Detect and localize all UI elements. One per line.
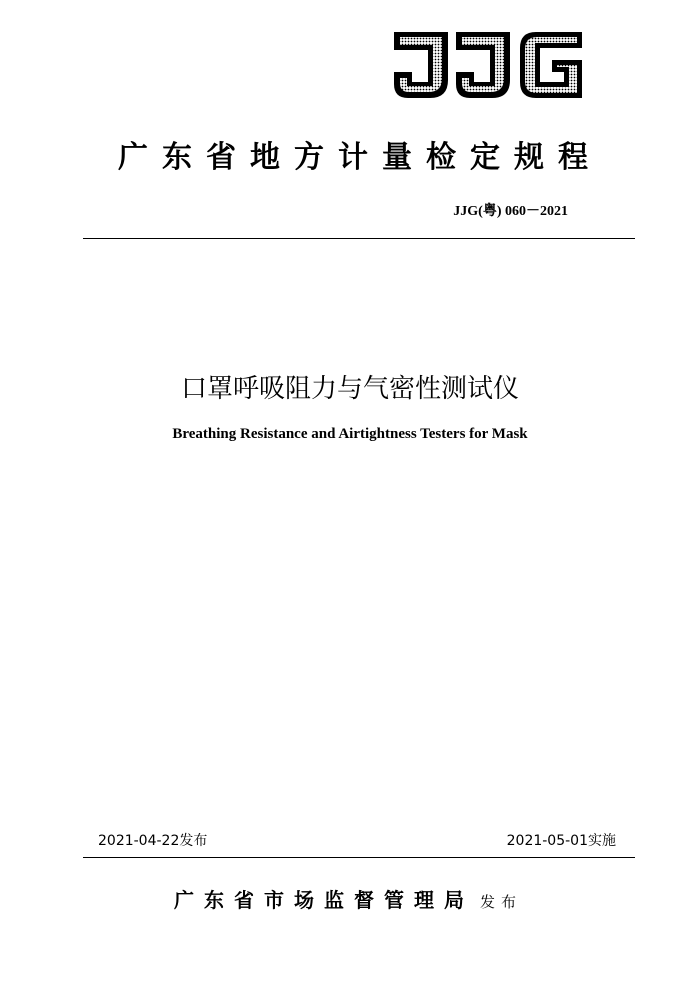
publish-label: 发布 (480, 893, 523, 911)
top-divider (83, 238, 635, 239)
publisher-name: 广东省市场监督管理局 (174, 888, 474, 912)
document-title-english: Breathing Resistance and Airtightness Testers for Mask (172, 426, 528, 442)
implementation-date: 2021-05-01实施 (506, 833, 616, 849)
bottom-divider (83, 857, 635, 858)
document-title-chinese: 口罩呼吸阻力与气密性测试仪 (180, 374, 519, 404)
issue-date: 2021-04-22发布 (98, 833, 208, 849)
standard-number: JJG(粤) 060－2021 (453, 204, 568, 219)
jjg-logo (392, 28, 584, 102)
publisher-line (174, 884, 522, 913)
series-title: 广东省地方计量检定规程 (118, 140, 602, 175)
